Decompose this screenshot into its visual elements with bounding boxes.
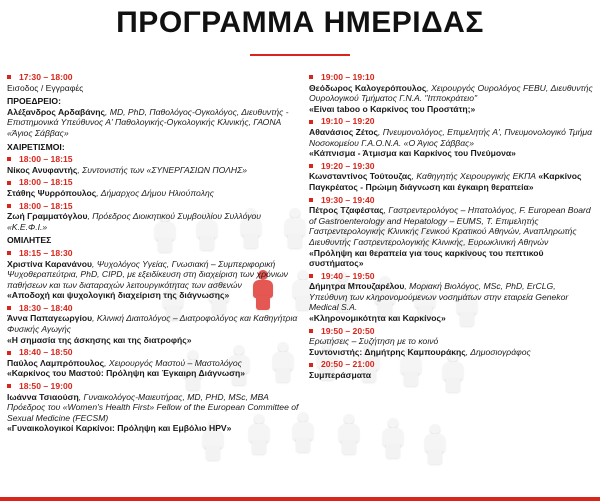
speaker-name: Πέτρος Τζαφέστας	[309, 205, 384, 216]
slot-time: 19:10 – 19:20	[321, 116, 375, 127]
slot-talk-1	[7, 248, 299, 301]
title-divider	[250, 54, 350, 56]
slot-time: 18:15 – 18:30	[19, 247, 73, 258]
speaker-role: , Καθηγητής Χειρουργικής ΕΚΠΑ	[411, 171, 537, 182]
bullet-square-icon	[309, 198, 313, 202]
bullet-square-icon	[7, 351, 11, 355]
slot-time: 18:50 – 19:00	[19, 381, 73, 392]
slot-talk-9	[309, 271, 595, 324]
speaker-name: Κωνσταντίνος Τούτουζας	[309, 171, 412, 182]
speaker-name: Θεόδωρος Καλογερόπουλος	[309, 82, 427, 93]
slot-talk-5	[309, 72, 595, 114]
bullet-square-icon	[309, 363, 313, 367]
slot-time: 18:00 – 18:15	[19, 200, 73, 211]
bullet-square-icon	[309, 329, 313, 333]
talk-title: «Η σημασία της άσκησης και της διατροφής»	[7, 334, 192, 345]
slot-time: 19:20 – 19:30	[321, 160, 375, 171]
speaker-name: Αλέξανδρος Αρδαβάνης	[7, 106, 106, 117]
talk-title: «Είναι taboo ο Καρκίνος του Προστάτη;»	[309, 103, 476, 114]
bullet-square-icon	[309, 164, 313, 168]
program-right-column	[309, 70, 595, 381]
section-speakers: ΟΜΙΛΗΤΕΣ	[7, 235, 52, 246]
program-left-column	[7, 70, 299, 434]
bullet-square-icon	[309, 75, 313, 79]
moderator-role: , Δημοσιογράφος	[465, 346, 531, 357]
slot-registration	[7, 72, 299, 93]
speaker-role: , Συντονιστής των «ΣΥΝΕΡΓΑΣΙΩΝ ΠΟΛΗΣ»	[77, 164, 248, 175]
slot-label: Εισοδος / Εγγραφές	[7, 82, 84, 93]
speaker-name: Στάθης Ψυρρόπουλος	[7, 187, 97, 198]
bullet-square-icon	[309, 120, 313, 124]
page-title: ΠΡΟΓΡΑΜΜΑ ΗΜΕΡΙΔΑΣ	[116, 6, 484, 39]
slot-time: 18:00 – 18:15	[19, 154, 73, 165]
bottom-accent-bar	[0, 497, 600, 501]
talk-title: «Κληρονομικότητα και Καρκίνος»	[309, 313, 446, 324]
chair-entry	[7, 107, 299, 139]
bullet-square-icon	[7, 157, 11, 161]
speaker-role: , Δήμαρχος Δήμου Ηλιούπολης	[96, 187, 214, 198]
speaker-name: Άννα Παπαγεωργίου	[7, 313, 93, 324]
slot-greeting-3	[7, 201, 299, 233]
slot-talk-3	[7, 347, 299, 379]
bullet-square-icon	[7, 204, 11, 208]
slot-time: 17:30 – 18:00	[19, 72, 73, 82]
slot-talk-7	[309, 161, 595, 193]
slot-time: 20:50 – 21:00	[321, 359, 375, 370]
slot-time: 19:30 – 19:40	[321, 194, 375, 205]
speaker-name: Παύλος Λαμπρόπουλος	[7, 357, 105, 368]
talk-title: «Καρκίνος Παγκρέατος - Πρώιμη διάγνωση και έγκαιρη θεραπεία»	[309, 171, 582, 192]
slot-talk-2	[7, 303, 299, 345]
speaker-role: , MD, PhD, Παθολόγος-Ογκολόγος, Διευθυντής - Επιστημονικά Υπεύθυνος Α' Παθολογικής-Ογκολογικής Κλινικής, ΓΑΟΝΑ «Άγιος Σάββας»	[7, 106, 289, 138]
moderator-label: Συντονιστής:	[309, 346, 365, 357]
speaker-role: , Γαστρεντερολόγος – Ηπατολόγος, F. European Board of Gastroenterology and Hepatology – EUMS, Τ. Επιμελητής Γαστρεντερολογικής Κλινικής Γενικού Κρατικού Αθηνών, Αναπληρωτής Διευθυντής Γαστρεντερολογικής Κλινικής, Ευρωκλινική Αθηνών	[309, 205, 591, 247]
speaker-role: , Γυναικολόγος-Μαιευτήρας, MD, PHD, MSc, MBA Πρόεδρος του «Women's Health First» Fellow of the European Committee of Sexual Medicine (FECSM)	[7, 391, 299, 423]
bullet-square-icon	[7, 181, 11, 185]
slot-greeting-1	[7, 154, 299, 175]
slot-time: 18:40 – 18:50	[19, 347, 73, 358]
speaker-role: , Κλινική Διαιτολόγος – Διατροφολόγος και Καθηγήτρια Φυσικής Αγωγής	[7, 313, 298, 335]
slot-discussion	[309, 326, 595, 358]
speaker-role: , Ψυχολόγος Υγείας, Γνωσιακή – Συμπεριφορική Ψυχοθεραπεύτρια, PhD, CIPD, με εξειδίκευση στη διαχείριση των χρόνιων παθήσεων και των διαταραχών λειτουργικότητας των ασθενών	[7, 258, 288, 290]
slot-talk-8	[309, 195, 595, 269]
slot-time: 18:30 – 18:40	[19, 302, 73, 313]
talk-title: «Καρκίνος του Μαστού: Πρόληψη και Έγκαιρη Διάγνωση»	[7, 368, 246, 379]
talk-title: «Πρόληψη και θεραπεία για τους καρκίνους του πεπτικού συστήματος»	[309, 247, 544, 269]
slot-time: 19:40 – 19:50	[321, 270, 375, 281]
speaker-name: Δήμητρα Μπουζαρέλου	[309, 281, 405, 292]
discussion-label: Ερωτήσεις – Συζήτηση με το κοινό	[309, 336, 439, 347]
slot-talk-4	[7, 381, 299, 434]
speaker-name: Νίκος Ανυφαντής	[7, 164, 78, 175]
speaker-name: Χριστίνα Καρανάνου	[7, 258, 92, 269]
speaker-role: , Χειρουργός Ουρολόγος FEBU, Διευθυντής Ουρολογικού Τμήματος Γ.Ν.Α. "Ιπποκράτειο"	[309, 82, 593, 104]
bullet-square-icon	[7, 251, 11, 255]
talk-title: «Γυναικολογικοί Καρκίνοι: Πρόληψη και Εμβόλιο HPV»	[7, 423, 232, 434]
bullet-square-icon	[309, 274, 313, 278]
speaker-role: , Μοριακή Βιολόγος, MSc, PhD, ErCLG, Υπεύθυνη των κληρονομούμενων νοσημάτων στην εταιρεία Genekor Medical S.A.	[309, 281, 569, 313]
speaker-name: Ιωάννα Τσιαούση	[7, 391, 79, 402]
slot-conclusions	[309, 359, 595, 380]
slot-time: 19:50 – 20:50	[321, 325, 375, 336]
section-greetings: ΧΑΙΡΕΤΙΣΜΟΙ:	[7, 141, 65, 152]
speaker-name: Αθανάσιος Ζέτος	[309, 126, 379, 137]
slot-talk-6	[309, 116, 595, 158]
speaker-name: Ζωή Γραμματόγλου	[7, 211, 88, 222]
slot-greeting-2	[7, 177, 299, 198]
talk-title: «Κάπνισμα - Άτμισμα και Καρκίνος του Πνεύμονα»	[309, 148, 516, 159]
talk-title: «Αποδοχή και ψυχολογική διαχείριση της διάγνωσης»	[7, 290, 230, 301]
section-proedreio: ΠΡΟΕΔΡΕΙΟ:	[7, 96, 61, 107]
speaker-role: , Πρόεδρος Διοικητικού Συμβουλίου Συλλόγου «Κ.Ε.Φ.Ι.»	[7, 211, 262, 232]
speaker-role: , Χειρουργός Μαστού – Μαστολόγος	[104, 357, 242, 368]
slot-time: 19:00 – 19:10	[321, 72, 375, 82]
speaker-role: , Πνευμονολόγος, Επιμελητής Α', Πνευμονολογικό Τμήμα Νοσοκομείου Γ.Α.Ο.Ν.Α. «Ο Άγιος Σάββας»	[309, 126, 592, 148]
bullet-square-icon	[7, 384, 11, 388]
bullet-square-icon	[7, 306, 11, 310]
bullet-square-icon	[7, 75, 11, 79]
conclusions-label: Συμπεράσματα	[309, 370, 371, 381]
slot-time: 18:00 – 18:15	[19, 177, 73, 188]
moderator-name: Δημήτρης Καμπουράκης	[364, 346, 466, 357]
